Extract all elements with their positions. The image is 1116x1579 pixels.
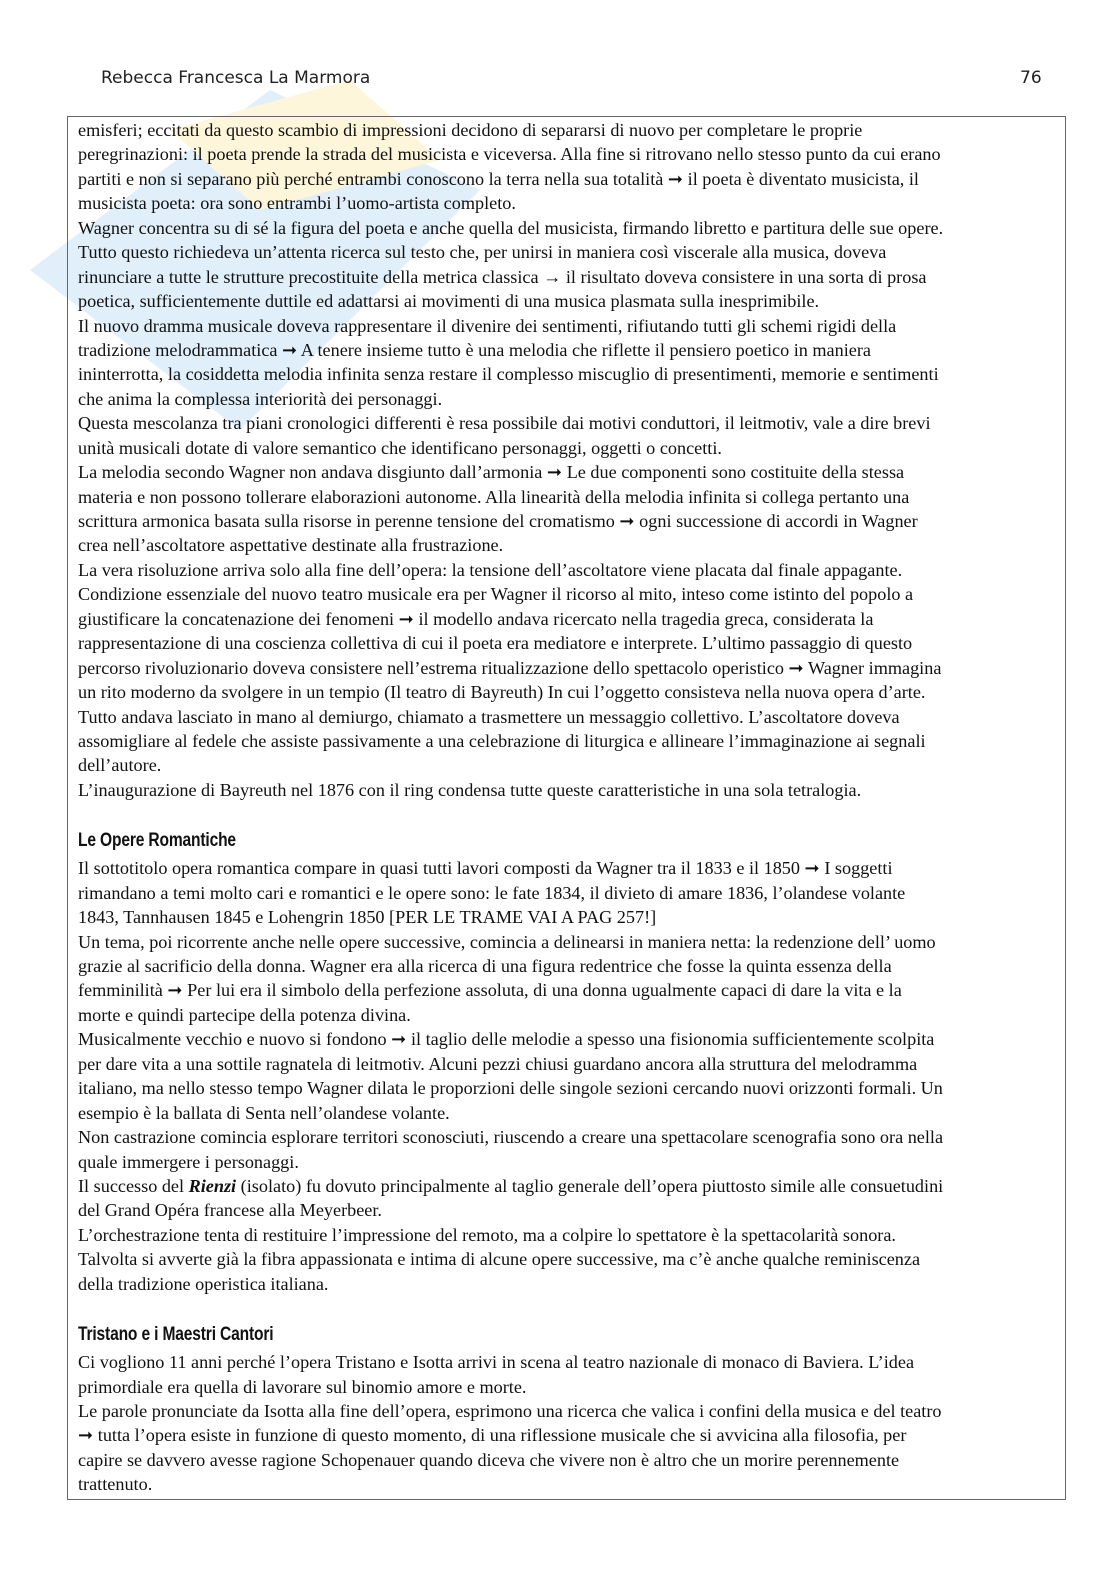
text-line: Questa mescolanza tra piani cronologici differenti è resa possibile dai motivi conduttori, il leitmotiv, vale a dire brevi xyxy=(78,413,931,434)
text-line: capire se davvero avesse ragione Schopenauer quando diceva che vivere non è altro che un morire perennemente xyxy=(78,1449,900,1470)
text-line: grazie al sacrificio della donna. Wagner era alla ricerca di una figura redentrice che fosse la quinta essenza della xyxy=(78,956,892,976)
text-line: rinunciare a tutte le strutture precostituite della metrica classica → il risultato doveva consistere in una sorta di prosa xyxy=(78,266,927,287)
text-line: che anima la complessa interiorità dei personaggi. xyxy=(78,388,443,409)
text-line: italiano, ma nello stesso tempo Wagner dilata le proporzioni delle singole sezioni cercando nuovi orizzonti formali. Un xyxy=(78,1078,943,1099)
text-line: Tutto questo richiedeva un’attenta ricerca sul testo che, per unirsi in maniera così viscerale alla musica, doveva xyxy=(78,242,887,263)
text-line: La melodia secondo Wagner non andava disgiunto dall’armonia ➞ Le due componenti sono costituite della stessa xyxy=(78,462,905,483)
text-line: trattenuto. xyxy=(78,1474,153,1495)
text-line: La vera risoluzione arriva solo alla fine dell’opera: la tensione dell’ascoltatore viene placata dal finale appagante. xyxy=(78,559,903,580)
text-line: Il sottotitolo opera romantica compare in quasi tutti lavori composti da Wagner tra il 1833 e il 1850 ➞ I soggetti xyxy=(78,858,893,879)
text-line: Il nuovo dramma musicale doveva rappresentare il divenire dei sentimenti, rifiutando tutti gli schemi rigidi della xyxy=(78,315,897,336)
text-line: morte e quindi partecipe della potenza divina. xyxy=(78,1004,411,1025)
spacer xyxy=(78,1296,1063,1320)
text-line: musicista poeta: ora sono entrambi l’uomo-artista completo. xyxy=(78,193,516,214)
text-line: Tutto andava lasciato in mano al demiurgo, chiamato a trasmettere un messaggio collettivo. L’ascoltatore doveva xyxy=(78,706,900,727)
text-line: Il successo del Rienzi (isolato) fu dovuto principalmente al taglio generale dell’opera piuttosto simile alle consuetudini xyxy=(78,1175,944,1196)
text-line: un rito moderno da svolgere in un tempio (Il teatro di Bayreuth) In cui l’oggetto consisteva nella nuova opera d’arte. xyxy=(78,682,926,703)
section-heading: Le Opere Romantiche xyxy=(78,830,236,852)
text-line: percorso rivoluzionario doveva consistere nell’estrema ritualizzazione dello spettacolo operistico ➞ Wagner immagina xyxy=(78,657,942,678)
text-line: L’orchestrazione tenta di restituire l’impressione del remoto, ma a colpire lo spettatore è la spettacolarità sonora. xyxy=(78,1224,896,1245)
text-line: tradizione melodrammatica ➞ A tenere insieme tutto è una melodia che riflette il pensiero poetico in maniera xyxy=(78,339,871,360)
section-heading: Tristano e i Maestri Cantori xyxy=(78,1324,274,1346)
text-line: dell’autore. xyxy=(78,755,162,776)
text-line: della tradizione operistica italiana. xyxy=(78,1273,329,1294)
text-line: materia e non possono tollerare elaborazioni autonome. Alla linearità della melodia infinita si collega pertanto una xyxy=(78,486,910,507)
text-line: del Grand Opéra francese alla Meyerbeer. xyxy=(78,1200,382,1221)
text-line: assomigliare al fedele che assiste passivamente a una celebrazione di liturgica e allineare l’immaginazione ai segnali xyxy=(78,730,926,751)
text-line: Non castrazione comincia esplorare territori sconosciuti, riuscendo a creare una spettacolare scenografia sono ora nella xyxy=(78,1127,944,1148)
text-line: Wagner concentra su di sé la figura del poeta e anche quella del musicista, firmando libretto e partitura delle sue opere. xyxy=(78,217,944,238)
text-line: partiti e non si separano più perché entrambi conoscono la terra nella sua totalità ➞ il poeta è diventato musicista, il xyxy=(78,168,919,189)
text-line: esempio è la ballata di Senta nell’olandese volante. xyxy=(78,1102,450,1123)
text-line: poetica, sufficientemente duttile ed adattarsi ai movimenti di una musica plasmata sulla inesprimibile. xyxy=(78,291,820,312)
text-line: ➞ tutta l’opera esiste in funzione di questo momento, di una riflessione musicale che si avvicina alla filosofia, per xyxy=(78,1425,907,1446)
text-line: rimandano a temi molto cari e romantici e le opere sono: le fate 1834, il divieto di amare 1836, l’olandese volante xyxy=(78,882,906,903)
text-line: Le parole pronunciate da Isotta alla fine dell’opera, esprimono una ricerca che valica i confini della musica e del teatro xyxy=(78,1401,942,1421)
text-line: rappresentazione di una coscienza collettiva di cui il poeta era mediatore e interprete. L’ultimo passaggio di questo xyxy=(78,633,913,654)
text-line: crea nell’ascoltatore aspettative destinate alla frustrazione. xyxy=(78,535,504,556)
text-line: femminilità ➞ Per lui era il simbolo della perfezione assoluta, di una donna ugualmente capaci di dare la vita e la xyxy=(78,980,902,1001)
spacer xyxy=(78,802,1063,826)
text-line: Musicalmente vecchio e nuovo si fondono ➞ il taglio delle melodie a spesso una fisionomia sufficientemente scolpita xyxy=(78,1029,935,1050)
text-line: quale immergere i personaggi. xyxy=(78,1151,299,1172)
text-line: 1843, Tannhausen 1845 e Lohengrin 1850 [PER LE TRAME VAI A PAG 257!] xyxy=(78,907,657,928)
text-line: ininterrotta, la cosiddetta melodia infinita senza restare il complesso miscuglio di presentimenti, memorie e sentimenti xyxy=(78,364,939,385)
document-body xyxy=(78,118,1063,1497)
text-line: peregrinazioni: il poeta prende la strada del musicista e viceversa. Alla fine si ritrovano nello stesso punto da cui erano xyxy=(78,144,941,165)
text-line: per dare vita a una sottile ragnatela di leitmotiv. Alcuni pezzi chiusi guardano ancora alla struttura del melodramma xyxy=(78,1053,918,1074)
text-line: scrittura armonica basata sulla risorse in perenne tensione del cromatismo ➞ ogni successione di accordi in Wagner xyxy=(78,511,918,531)
text-line: Un tema, poi ricorrente anche nelle opere successive, comincia a delinearsi in maniera netta: la redenzione dell’ uomo xyxy=(78,931,936,952)
text-line: primordiale era quella di lavorare sul binomio amore e morte. xyxy=(78,1376,527,1397)
text-line: Talvolta si avverte già la fibra appassionata e intima di alcune opere successive, ma c’è anche qualche reminiscenza xyxy=(78,1249,921,1270)
page-number: 76 xyxy=(1020,68,1042,88)
text-line: emisferi; eccitati da questo scambio di impressioni decidono di separarsi di nuovo per completare le proprie xyxy=(78,120,863,140)
text-line: L’inaugurazione di Bayreuth nel 1876 con il ring condensa tutte queste caratteristiche in una sola tetralogia. xyxy=(78,779,862,800)
text-line: unità musicali dotate di valore semantico che identificano personaggi, oggetti o concetti. xyxy=(78,437,722,458)
text-line: giustificare la concatenazione dei fenomeni ➞ il modello andava ricercato nella tragedia greca, considerata la xyxy=(78,608,874,629)
text-line: Ci vogliono 11 anni perché l’opera Tristano e Isotta arrivi in scena al teatro nazionale di monaco di Baviera. L’idea xyxy=(78,1352,915,1373)
text-line: Condizione essenziale del nuovo teatro musicale era per Wagner il ricorso al mito, inteso come istinto del popolo a xyxy=(78,584,914,605)
header-author: Rebecca Francesca La Marmora xyxy=(101,68,371,88)
